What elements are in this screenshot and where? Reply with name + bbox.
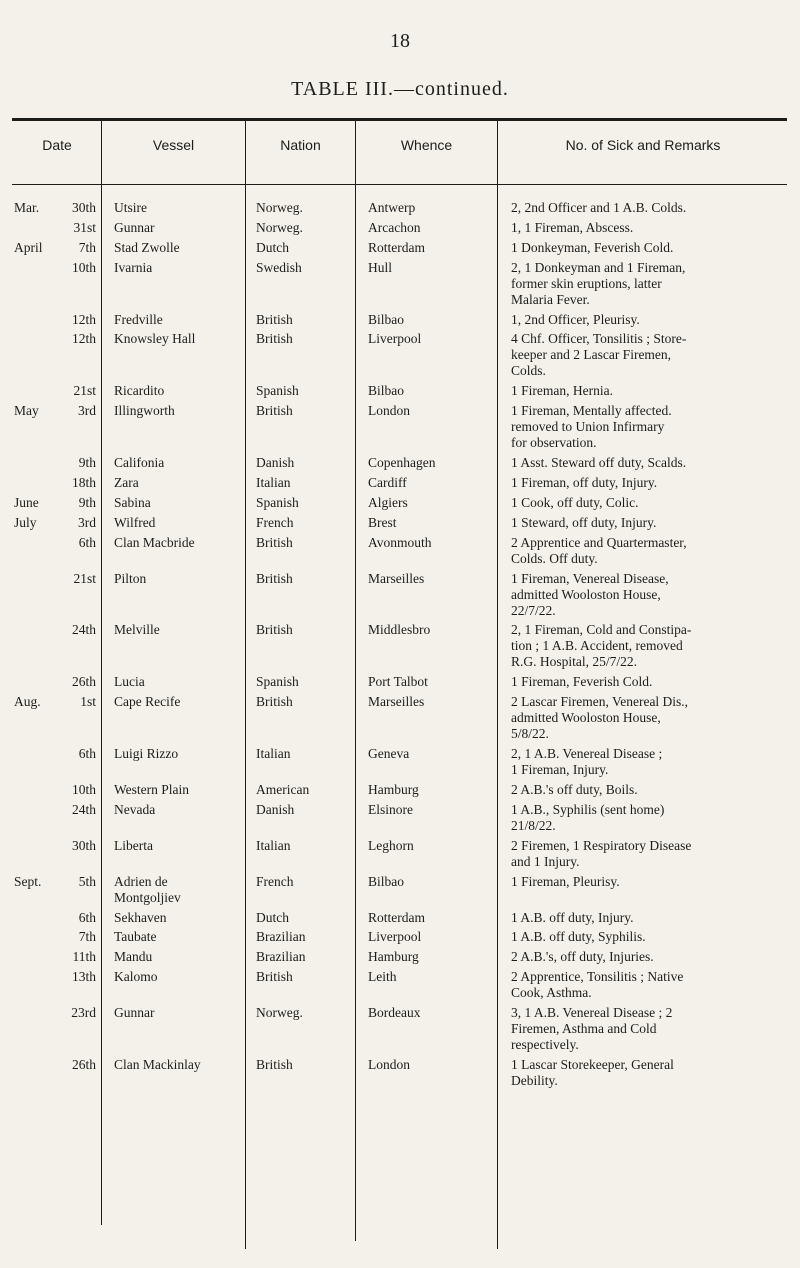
nation-cell: British: [256, 534, 293, 550]
vessel-cell: [114, 874, 244, 906]
table-row: [0, 220, 800, 240]
remarks-line: 1 A.B. off duty, Syphilis.: [511, 929, 646, 945]
whence-cell: Bilbao: [368, 873, 404, 889]
table-row: [0, 495, 800, 515]
remarks-cell: [511, 874, 783, 890]
remarks-line: R.G. Hospital, 25/7/22.: [511, 654, 638, 670]
whence-cell: Hull: [368, 259, 393, 275]
nation-cell: Dutch: [256, 909, 289, 925]
vessel-cell: Gunnar: [114, 1005, 155, 1021]
remarks-line: for observation.: [511, 435, 597, 451]
table-row: [0, 674, 800, 694]
remarks-cell: [511, 571, 783, 619]
vessel-cell: Kalomo: [114, 969, 158, 985]
remarks-line: Firemen, Asthma and Cold: [511, 1021, 657, 1037]
table-row: [0, 838, 800, 874]
remarks-cell: [511, 694, 783, 742]
vessel-line: Adrien de: [114, 873, 168, 889]
date-day: 26th: [71, 1057, 96, 1073]
whence-cell: Rotterdam: [368, 909, 425, 925]
remarks-line: Colds. Off duty.: [511, 550, 598, 566]
vessel-cell: Illingworth: [114, 403, 175, 419]
vessel-cell: Taubate: [114, 929, 157, 945]
date-day: 13th: [71, 969, 96, 985]
whence-cell: Bilbao: [368, 311, 404, 327]
nation-cell: British: [256, 331, 293, 347]
remarks-line: 2 Firemen, 1 Respiratory Disease: [511, 837, 692, 853]
nation-cell: American: [256, 782, 310, 798]
table-row: [0, 403, 800, 455]
remarks-cell: [511, 969, 783, 1001]
table-row: [0, 746, 800, 782]
remarks-line: 21/8/22.: [511, 817, 556, 833]
header-remarks: No. of Sick and Remarks: [565, 137, 721, 153]
whence-cell: Brest: [368, 514, 397, 530]
remarks-line: former skin eruptions, latter: [511, 275, 662, 291]
table-row: [0, 1005, 800, 1057]
nation-cell: Danish: [256, 801, 295, 817]
remarks-line: 1 Fireman, Hernia.: [511, 383, 613, 399]
remarks-cell: [511, 403, 783, 451]
remarks-cell: [511, 782, 783, 798]
remarks-cell: [511, 383, 783, 399]
remarks-line: Debility.: [511, 1073, 558, 1089]
vessel-cell: Sabina: [114, 494, 151, 510]
date-day: 6th: [78, 534, 96, 550]
remarks-line: admitted Wooloston House,: [511, 586, 661, 602]
remarks-line: 4 Chf. Officer, Tonsilitis ; Store-: [511, 331, 687, 347]
table-row: [0, 475, 800, 495]
date-day: 31st: [73, 219, 96, 235]
remarks-line: 1 Fireman, Injury.: [511, 762, 609, 778]
vessel-cell: Ivarnia: [114, 259, 153, 275]
date-day: 3rd: [78, 403, 96, 419]
whence-cell: Liverpool: [368, 929, 422, 945]
date-day: 11th: [72, 949, 96, 965]
remarks-line: 2 Apprentice and Quartermaster,: [511, 534, 687, 550]
vessel-cell: Utsire: [114, 200, 147, 215]
remarks-line: 22/7/22.: [511, 602, 556, 618]
remarks-cell: [511, 515, 783, 531]
remarks-line: 2, 1 A.B. Venereal Disease ;: [511, 746, 663, 762]
remarks-line: keeper and 2 Lascar Firemen,: [511, 347, 672, 363]
remarks-cell: [511, 312, 783, 328]
remarks-line: 2 Apprentice, Tonsilitis ; Native: [511, 969, 684, 985]
header-date: Date: [42, 137, 72, 153]
vessel-line: Montgoljiev: [114, 889, 181, 905]
vessel-cell: Cape Recife: [114, 694, 181, 710]
date-day: 18th: [71, 475, 96, 491]
remarks-cell: [511, 535, 783, 567]
nation-cell: Norweg.: [256, 219, 303, 235]
remarks-line: and 1 Injury.: [511, 853, 580, 869]
whence-cell: Leith: [368, 969, 397, 985]
date-day: 9th: [78, 455, 96, 471]
whence-cell: Elsinore: [368, 801, 413, 817]
table-row: [0, 929, 800, 949]
remarks-cell: [511, 455, 783, 471]
whence-cell: Avonmouth: [368, 534, 432, 550]
remarks-cell: [511, 674, 783, 690]
vessel-cell: Liberta: [114, 837, 153, 853]
remarks-cell: [511, 260, 783, 308]
remarks-line: Cook, Asthma.: [511, 985, 592, 1001]
date-day: 12th: [71, 311, 96, 327]
table-row: [0, 622, 800, 674]
whence-cell: Bilbao: [368, 383, 404, 399]
date-day: 30th: [71, 837, 96, 853]
date-day: 6th: [78, 746, 96, 762]
date-day: 10th: [71, 259, 96, 275]
header-nation: Nation: [280, 137, 321, 153]
page-number: 18: [390, 30, 410, 52]
nation-cell: Spanish: [256, 383, 299, 399]
nation-cell: French: [256, 873, 294, 889]
vessel-cell: Western Plain: [114, 782, 190, 798]
remarks-line: 1 Donkeyman, Feverish Cold.: [511, 239, 674, 255]
whence-cell: Hamburg: [368, 782, 419, 798]
vessel-cell: Sekhaven: [114, 909, 167, 925]
date-month: May: [14, 403, 39, 419]
remarks-line: 1 A.B., Syphilis (sent home): [511, 801, 665, 817]
vessel-cell: Gunnar: [114, 219, 155, 235]
remarks-line: 1 Fireman, Pleurisy.: [511, 873, 620, 889]
date-month: Mar.: [14, 200, 40, 215]
remarks-cell: [511, 240, 783, 256]
remarks-line: 2, 2nd Officer and 1 A.B. Colds.: [511, 200, 687, 215]
remarks-line: 1 Cook, off duty, Colic.: [511, 494, 639, 510]
nation-cell: British: [256, 403, 293, 419]
date-day: 24th: [71, 622, 96, 638]
vessel-cell: Ricardito: [114, 383, 165, 399]
remarks-line: 1 Lascar Storekeeper, General: [511, 1057, 674, 1073]
header-whence: Whence: [400, 137, 453, 153]
date-day: 23rd: [71, 1005, 96, 1021]
whence-cell: Liverpool: [368, 331, 422, 347]
whence-cell: Copenhagen: [368, 455, 436, 471]
date-day: 24th: [71, 801, 96, 817]
table-row: [0, 969, 800, 1005]
whence-cell: Cardiff: [368, 475, 407, 491]
nation-cell: Spanish: [256, 494, 299, 510]
remarks-line: 1 Fireman, Venereal Disease,: [511, 570, 669, 586]
remarks-cell: [511, 1005, 783, 1053]
table-row: [0, 571, 800, 623]
table-row: [0, 782, 800, 802]
nation-cell: Norweg.: [256, 200, 303, 215]
vessel-cell: Nevada: [114, 801, 156, 817]
table-row: [0, 802, 800, 838]
remarks-line: 1 A.B. off duty, Injury.: [511, 909, 634, 925]
remarks-line: respectively.: [511, 1037, 579, 1053]
nation-cell: French: [256, 514, 294, 530]
table-row: [0, 949, 800, 969]
vessel-cell: Fredville: [114, 311, 163, 327]
nation-cell: Brazilian: [256, 929, 306, 945]
vessel-cell: Knowsley Hall: [114, 331, 196, 347]
date-day: 30th: [71, 200, 96, 215]
nation-cell: Italian: [256, 746, 291, 762]
remarks-line: 2, 1 Donkeyman and 1 Fireman,: [511, 259, 686, 275]
table-row: [0, 240, 800, 260]
remarks-cell: [511, 910, 783, 926]
date-month: June: [14, 494, 39, 510]
vessel-cell: Melville: [114, 622, 160, 638]
table-row: [0, 535, 800, 571]
whence-cell: Port Talbot: [368, 674, 428, 690]
remarks-cell: [511, 929, 783, 945]
table-row: [0, 260, 800, 312]
table-body: [0, 200, 800, 1093]
date-day: 7th: [78, 929, 96, 945]
remarks-cell: [511, 949, 783, 965]
nation-cell: British: [256, 622, 293, 638]
nation-cell: Danish: [256, 455, 295, 471]
table-row: [0, 312, 800, 332]
date-day: 3rd: [78, 514, 96, 530]
remarks-cell: [511, 331, 783, 379]
nation-cell: British: [256, 311, 293, 327]
remarks-line: 1 Fireman, Mentally affected.: [511, 403, 672, 419]
remarks-line: 3, 1 A.B. Venereal Disease ; 2: [511, 1005, 673, 1021]
date-day: 10th: [71, 782, 96, 798]
whence-cell: London: [368, 1057, 410, 1073]
nation-cell: Brazilian: [256, 949, 306, 965]
remarks-line: 2, 1 Fireman, Cold and Constipa-: [511, 622, 692, 638]
remarks-cell: [511, 200, 783, 216]
remarks-line: Colds.: [511, 363, 546, 379]
date-day: 26th: [71, 674, 96, 690]
nation-cell: Norweg.: [256, 1005, 303, 1021]
remarks-line: 1 Fireman, Feverish Cold.: [511, 674, 653, 690]
table-row: [0, 1057, 800, 1093]
nation-cell: Spanish: [256, 674, 299, 690]
table-title: TABLE III.—continued.: [291, 78, 509, 100]
table-row: [0, 331, 800, 383]
whence-cell: Leghorn: [368, 837, 414, 853]
whence-cell: London: [368, 403, 410, 419]
remarks-line: tion ; 1 A.B. Accident, removed: [511, 638, 683, 654]
vessel-cell: Mandu: [114, 949, 153, 965]
whence-cell: Rotterdam: [368, 239, 425, 255]
vessel-cell: Wilfred: [114, 514, 156, 530]
nation-cell: Italian: [256, 837, 291, 853]
date-day: 12th: [71, 331, 96, 347]
vessel-cell: Stad Zwolle: [114, 239, 180, 255]
remarks-line: admitted Wooloston House,: [511, 710, 661, 726]
remarks-line: 2 A.B.'s off duty, Boils.: [511, 782, 638, 798]
remarks-cell: [511, 746, 783, 778]
table-row: [0, 910, 800, 930]
date-month: Aug.: [14, 694, 41, 710]
table-row: [0, 200, 800, 220]
remarks-cell: [511, 495, 783, 511]
remarks-line: 1 Steward, off duty, Injury.: [511, 514, 657, 530]
vessel-cell: Zara: [114, 475, 139, 491]
remarks-line: 1 Fireman, off duty, Injury.: [511, 475, 658, 491]
remarks-cell: [511, 1057, 783, 1089]
remarks-line: removed to Union Infirmary: [511, 419, 665, 435]
remarks-cell: [511, 475, 783, 491]
date-month: Sept.: [14, 873, 42, 889]
date-day: 7th: [78, 239, 96, 255]
date-month: July: [14, 514, 37, 530]
nation-cell: British: [256, 570, 293, 586]
date-day: 1st: [80, 694, 96, 710]
table-row: [0, 874, 800, 910]
remarks-line: 1 Asst. Steward off duty, Scalds.: [511, 455, 687, 471]
whence-cell: Antwerp: [368, 200, 416, 215]
date-day: 21st: [73, 383, 96, 399]
remarks-cell: [511, 220, 783, 236]
nation-cell: Swedish: [256, 259, 302, 275]
whence-cell: Marseilles: [368, 694, 425, 710]
vessel-cell: Luigi Rizzo: [114, 746, 179, 762]
whence-cell: Bordeaux: [368, 1005, 421, 1021]
whence-cell: Algiers: [368, 494, 408, 510]
remarks-cell: [511, 838, 783, 870]
whence-cell: Marseilles: [368, 570, 425, 586]
header-vessel: Vessel: [152, 137, 195, 153]
date-month: April: [14, 239, 43, 255]
table-row: [0, 455, 800, 475]
date-day: 5th: [78, 873, 96, 889]
remarks-line: 1, 2nd Officer, Pleurisy.: [511, 311, 640, 327]
vessel-cell: Clan Mackinlay: [114, 1057, 201, 1073]
whence-cell: Middlesbro: [368, 622, 431, 638]
nation-cell: British: [256, 1057, 293, 1073]
nation-cell: British: [256, 969, 293, 985]
table-row: [0, 383, 800, 403]
table-top-rule: [12, 118, 787, 121]
date-day: 6th: [78, 909, 96, 925]
nation-cell: Dutch: [256, 239, 289, 255]
table-row: [0, 694, 800, 746]
remarks-line: 2 Lascar Firemen, Venereal Dis.,: [511, 694, 689, 710]
whence-cell: Arcachon: [368, 219, 421, 235]
remarks-line: 2 A.B.'s, off duty, Injuries.: [511, 949, 654, 965]
whence-cell: Geneva: [368, 746, 410, 762]
date-day: 9th: [78, 494, 96, 510]
nation-cell: British: [256, 694, 293, 710]
remarks-line: Malaria Fever.: [511, 291, 590, 307]
remarks-line: 1, 1 Fireman, Abscess.: [511, 219, 634, 235]
remarks-cell: [511, 622, 783, 670]
vessel-cell: Califonia: [114, 455, 165, 471]
nation-cell: Italian: [256, 475, 291, 491]
vessel-cell: Clan Macbride: [114, 534, 195, 550]
table-row: [0, 515, 800, 535]
vessel-cell: Lucia: [114, 674, 145, 690]
remarks-line: 5/8/22.: [511, 726, 549, 742]
header-divider: [12, 184, 787, 185]
remarks-cell: [511, 802, 783, 834]
whence-cell: Hamburg: [368, 949, 419, 965]
date-day: 21st: [73, 570, 96, 586]
vessel-cell: Pilton: [114, 570, 147, 586]
